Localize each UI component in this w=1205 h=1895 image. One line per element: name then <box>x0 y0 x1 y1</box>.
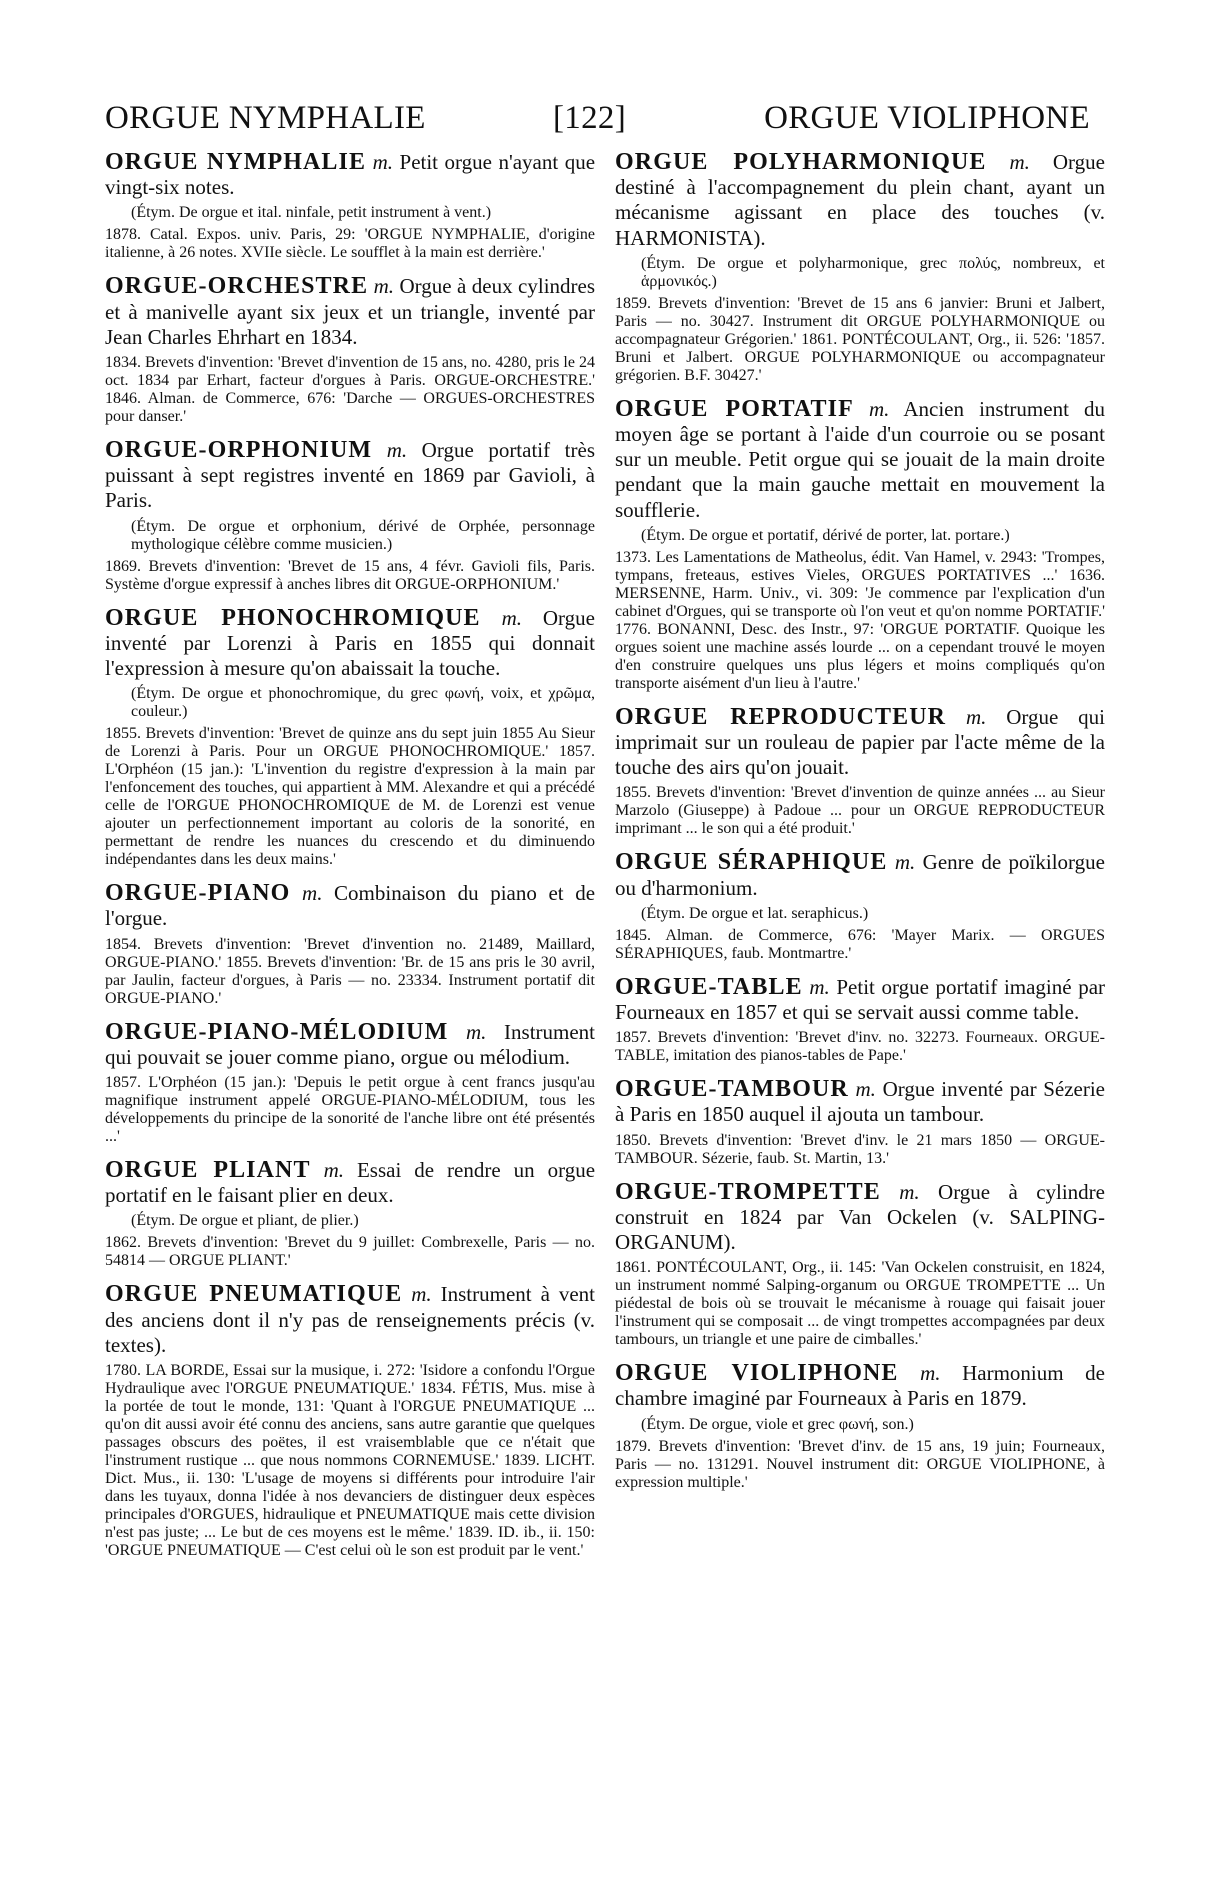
dictionary-entry <box>105 274 595 426</box>
dictionary-entry <box>615 850 1105 962</box>
entry-etymology: (Étym. De orgue et lat. seraphicus.) <box>641 904 869 922</box>
entry-definition-line <box>105 1020 595 1070</box>
entry-definition: Orgue inventé par Lorenzi à Paris en 1855 qui donnait l'expression à mesure qu'on abaissait la touche. <box>105 605 595 681</box>
entry-etymology: (Étym. De orgue, viole et grec φωνή, son.) <box>641 1415 914 1433</box>
entry-gender: m. <box>868 396 890 421</box>
entry-citations: 1857. L'Orphéon (15 jan.): 'Depuis le petit orgue à cent francs jusqu'au magnifique instrument appelé ORGUE-PIANO-MÉLODIUM, tous les développements du principe de la sonorité de l'anche libre ont été présentés ...' <box>105 1074 595 1146</box>
entry-headword: ORGUE SÉRAPHIQUE <box>615 849 888 876</box>
entry-definition: Genre de poïkilorgue ou d'harmonium. <box>615 850 1105 900</box>
entry-definition: Orgue à cylindre construit en 1824 par Van Ockelen (v. SALPING-ORGANUM). <box>615 1179 1105 1255</box>
entry-headword: ORGUE-ORCHESTRE <box>105 273 369 300</box>
entry-gender: m. <box>323 1158 344 1183</box>
entry-definition-line <box>615 705 1105 781</box>
entry-definition: Combinaison du piano et de l'orgue. <box>105 881 596 931</box>
dictionary-entry <box>615 705 1105 839</box>
dictionary-entry <box>105 1020 595 1146</box>
entry-gender: m. <box>386 438 408 463</box>
entry-headword: ORGUE-ORPHONIUM <box>105 437 373 464</box>
entry-etymology: (Étym. De orgue et pliant, de plier.) <box>131 1212 359 1230</box>
entry-gender: m. <box>1009 150 1030 174</box>
entry-headword: ORGUE-PIANO-MÉLODIUM <box>105 1018 449 1045</box>
entry-headword: ORGUE REPRODUCTEUR <box>615 703 947 730</box>
header-first-entry: ORGUE NYMPHALIE <box>105 100 426 136</box>
entry-citations: 1855. Brevets d'invention: 'Brevet d'invention de quinze années ... au Sieur Marzolo (Giuseppe) à Padoue ... pour un ORGUE REPRODUCTEUR imprimant ... le son qui a été produit.' <box>615 784 1105 838</box>
entry-citations: 1845. Alman. de Commerce, 676: 'Mayer Marix. — ORGUES SÉRAPHIQUES, faub. Montmartre.' <box>615 926 1105 962</box>
entry-definition-line <box>615 850 1105 900</box>
entry-citations: 1850. Brevets d'invention: 'Brevet d'inv. le 21 mars 1850 — ORGUE-TAMBOUR. Sézerie, faub. St. Martin, 13.' <box>615 1131 1105 1167</box>
dictionary-entry <box>105 881 595 1007</box>
dictionary-entry <box>105 438 595 594</box>
entry-definition: Instrument qui pouvait se jouer comme piano, orgue ou mélodium. <box>105 1019 596 1069</box>
entry-headword: ORGUE-TABLE <box>615 973 803 1000</box>
entry-definition: Orgue destiné à l'accompagnement du plein chant, ayant un mécanisme agissant en place des touches (v. HARMONISTA). <box>615 150 1105 250</box>
entry-definition-line <box>615 1180 1105 1256</box>
entry-gender: m. <box>501 605 522 630</box>
entry-headword: ORGUE PHONOCHROMIQUE <box>105 604 481 631</box>
dictionary-entry <box>105 1282 595 1560</box>
entry-gender: m. <box>894 850 916 875</box>
entry-etymology: (Étym. De orgue et polyharmonique, grec πολύς, nombreux, et ἁρμονικός.) <box>641 254 1105 290</box>
dictionary-entry <box>615 150 1105 385</box>
entry-citations: 1780. LA BORDE, Essai sur la musique, i. 272: 'Isidore a confondu l'Orgue Hydraulique avec l'ORGUE PNEUMATIQUE.' 1834. FÉTIS, Mus. mise à la portée de tout le monde, 131: 'Quant à l'ORGUE PNEUMATIQUE ... qu'on dit aussi avoir été connu des anciens, sans autre garantie que quelques passages obscurs des poëtes, il est vraisemblable que ce n'était que l'instrument rustique ... que nous nommons CORNEMUSE.' 1839. LICHT. Dict. Mus., ii. 130: 'L'usage de moyens si différents pour introduire l'air dans les tuyaux, donna l'idée à nos devanciers de distinguer deux espèces principales d'ORGUES, hidraulique et PNEUMATIQUE mais cette division n'est pas juste; ... Le but de ces moyens est le même.' 1839. ID. ib., ii. 150: 'ORGUE PNEUMATIQUE — C'est celui où le son est produit par le vent.' <box>105 1362 595 1560</box>
entry-etymology: (Étym. De orgue et portatif, dérivé de porter, lat. portare.) <box>641 526 1010 544</box>
entry-etymology: (Étym. De orgue et phonochromique, du grec φωνή, voix, et χρῶμα, couleur.) <box>131 685 595 721</box>
entry-definition-line <box>105 606 595 682</box>
entry-gender: m. <box>373 274 395 299</box>
entry-gender: m. <box>302 881 323 906</box>
entry-definition-line <box>105 274 595 350</box>
entry-definition-line <box>105 1158 595 1208</box>
entry-gender: m. <box>465 1019 487 1044</box>
entry-gender: m. <box>372 150 394 174</box>
entry-definition: Petit orgue portatif imaginé par Fourneaux en 1857 et qui se servait aussi comme table. <box>615 974 1106 1025</box>
running-header <box>105 100 1090 150</box>
entry-definition: Harmonium de chambre imaginé par Fourneaux à Paris en 1879. <box>615 1361 1105 1411</box>
entry-gender: m. <box>809 974 830 999</box>
entry-definition-line <box>615 397 1105 523</box>
entry-headword: ORGUE-TAMBOUR <box>615 1076 849 1103</box>
dictionary-entry <box>105 606 595 870</box>
entry-citations: 1855. Brevets d'invention: 'Brevet de quinze ans du sept juin 1855 Au Sieur de Lorenzi à Paris. Pour un ORGUE PHONOCHROMIQUE.' 1857. L'Orphéon (15 jan.): 'L'invention du registre d'expression à la main par l'enfoncement des touches, qui appartient à MM. Alexandre et qui a précédé celle de l'ORGUE PHONOCHROMIQUE de M. de Lorenzi est venue ajouter un perfectionnement important au coloris de la sonorité, en permettant de rendre les nuances du crescendo et du diminuendo indépendantes dans les deux mains.' <box>105 725 595 869</box>
entry-etymology: (Étym. De orgue et ital. ninfale, petit instrument à vent.) <box>131 204 492 222</box>
entry-gender: m. <box>920 1361 941 1386</box>
dictionary-entry <box>105 150 595 262</box>
entry-definition: Orgue inventé par Sézerie à Paris en 1850 auquel il ajouta un tambour. <box>615 1077 1105 1127</box>
entry-headword: ORGUE NYMPHALIE <box>105 149 367 175</box>
entry-definition-line <box>105 881 595 931</box>
entry-headword: ORGUE PORTATIF <box>615 395 854 422</box>
entry-citations: 1861. PONTÉCOULANT, Org., ii. 145: 'Van Ockelen construisit, en 1824, un instrument nommé Salping-organum ou ORGUE TROMPETTE ... Un piédestal de bois où se trouvait le mécanisme à rouage qui faisait jouer l'instrument qui se composait ... de vingt trompettes accompagnées par deux tambours, un triangle et une paire de cimballes.' <box>615 1259 1105 1349</box>
entry-citations: 1878. Catal. Expos. univ. Paris, 29: 'ORGUE NYMPHALIE, d'origine italienne, à 26 notes. XVIIe siècle. Le soufflet à la main est derrière.' <box>105 226 595 262</box>
dictionary-entry <box>615 1361 1105 1491</box>
entry-definition: Orgue qui imprimait sur un rouleau de papier par l'acte même de la touche des airs qu'on jouait. <box>615 704 1106 780</box>
left-column <box>105 150 595 1572</box>
entry-headword: ORGUE VIOLIPHONE <box>615 1360 899 1387</box>
entry-definition: Essai de rendre un orgue portatif en le faisant plier en deux. <box>105 1158 596 1208</box>
entry-definition-line <box>105 1282 595 1358</box>
dictionary-entry <box>615 1077 1105 1167</box>
dictionary-entry <box>615 397 1105 693</box>
entry-gender: m. <box>855 1077 876 1102</box>
entry-gender: m. <box>965 704 987 729</box>
entry-definition: Instrument à vent des anciens dont il n'y pas de renseignements précis (v. textes). <box>105 1282 595 1357</box>
dictionary-entry <box>105 1158 595 1270</box>
entry-definition-line <box>615 1361 1105 1411</box>
entry-headword: ORGUE PNEUMATIQUE <box>105 1281 403 1308</box>
entry-definition-line <box>105 150 595 200</box>
entry-citations: 1859. Brevets d'invention: 'Brevet de 15 ans 6 janvier: Bruni et Jalbert, Paris — no. 30427. Instrument dit ORGUE POLYHARMONIQUE ou accompagnateur Grégorien.' 1861. PONTÉCOULANT, Org., ii. 526: '1857. Bruni et Jalbert. ORGUE POLYHARMONIQUE ou accompagnateur grégorien. B.F. 30427.' <box>615 294 1105 384</box>
entry-headword: ORGUE POLYHARMONIQUE <box>615 149 987 175</box>
entry-citations: 1862. Brevets d'invention: 'Brevet du 9 juillet: Combrexelle, Paris — no. 54814 — ORGUE PLIANT.' <box>105 1234 595 1270</box>
dictionary-entry <box>615 1180 1105 1350</box>
entry-definition-line <box>105 438 595 514</box>
entry-definition: Ancien instrument du moyen âge se portant à l'aide d'un courroie ou se posant sur un meuble. Petit orgue qui se jouait de la main droite pendant que la main gauche mettait en mouvement la soufflerie. <box>615 396 1106 522</box>
dictionary-entry <box>615 975 1105 1065</box>
entry-definition-line <box>615 150 1105 251</box>
entry-citations: 1857. Brevets d'invention: 'Brevet d'inv. no. 32273. Fourneaux. ORGUE-TABLE, imitation des pianos-tables de Pape.' <box>615 1029 1105 1065</box>
header-last-entry: ORGUE VIOLIPHONE <box>764 100 1090 136</box>
entry-headword: ORGUE-TROMPETTE <box>615 1178 881 1205</box>
entry-citations: 1373. Les Lamentations de Matheolus, édit. Van Hamel, v. 2943: 'Trompes, tympans, freteaus, estives Vieles, ORGUES PORTATIVES ...' 1636. MERSENNE, Harm. Univ., vi. 309: 'Je commence par l'explication d'un cabinet d'Orgues, qui se transporte où l'on veut et qu'on nomme PORTATIF.' 1776. BONANNI, Desc. des Instr., 97: 'ORGUE PORTATIF. Quoique les orgues soient une machine assés lourde ... on a cependant trouvé le moyen d'en construire quelques uns plus légers et moins compliqués qu'on transporte aisément d'un lieu à l'autre.' <box>615 548 1105 692</box>
entry-etymology: (Étym. De orgue et orphonium, dérivé de Orphée, personnage mythologique célèbre comme musicien.) <box>131 517 595 553</box>
entry-definition: Petit orgue n'ayant que vingt-six notes. <box>105 150 596 200</box>
entry-citations: 1854. Brevets d'invention: 'Brevet d'invention no. 21489, Maillard, ORGUE-PIANO.' 1855. Brevets d'invention: 'Br. de 15 ans pris le 30 avril, par Jaulin, facteur d'orgues, à Paris — no. 23334. Instrument portatif dit ORGUE-PIANO.' <box>105 935 595 1007</box>
entry-citations: 1869. Brevets d'invention: 'Brevet de 15 ans, 4 févr. Gavioli fils, Paris. Système d'orgue expressif à anches libres dit ORGUE-ORPHONIUM.' <box>105 557 595 593</box>
entry-headword: ORGUE-PIANO <box>105 880 291 907</box>
entry-definition: Orgue à deux cylindres et à manivelle ayant six jeux et un triangle, inventé par Jean Charles Ehrhart en 1834. <box>105 274 596 349</box>
entry-headword: ORGUE PLIANT <box>105 1157 311 1184</box>
entry-citations: 1834. Brevets d'invention: 'Brevet d'invention de 15 ans, no. 4280, pris le 24 oct. 1834 par Erhart, facteur d'orgues à Paris. ORGUE-ORCHESTRE.' 1846. Alman. de Commerce, 676: 'Darche — ORGUES-ORCHESTRES pour danser.' <box>105 354 595 426</box>
entry-citations: 1879. Brevets d'invention: 'Brevet d'inv. de 15 ans, 19 juin; Fourneaux, Paris — no. 131291. Nouvel instrument dit: ORGUE VIOLIPHONE, à expression multiple.' <box>615 1437 1105 1491</box>
entry-gender: m. <box>899 1179 920 1204</box>
entry-definition: Orgue portatif très puissant à sept registres inventé en 1869 par Gavioli, à Paris. <box>105 438 595 513</box>
right-column <box>615 150 1105 1504</box>
page-number: [122] <box>553 100 626 136</box>
entry-gender: m. <box>411 1282 432 1307</box>
entry-definition-line <box>615 975 1105 1025</box>
entry-definition-line <box>615 1077 1105 1127</box>
